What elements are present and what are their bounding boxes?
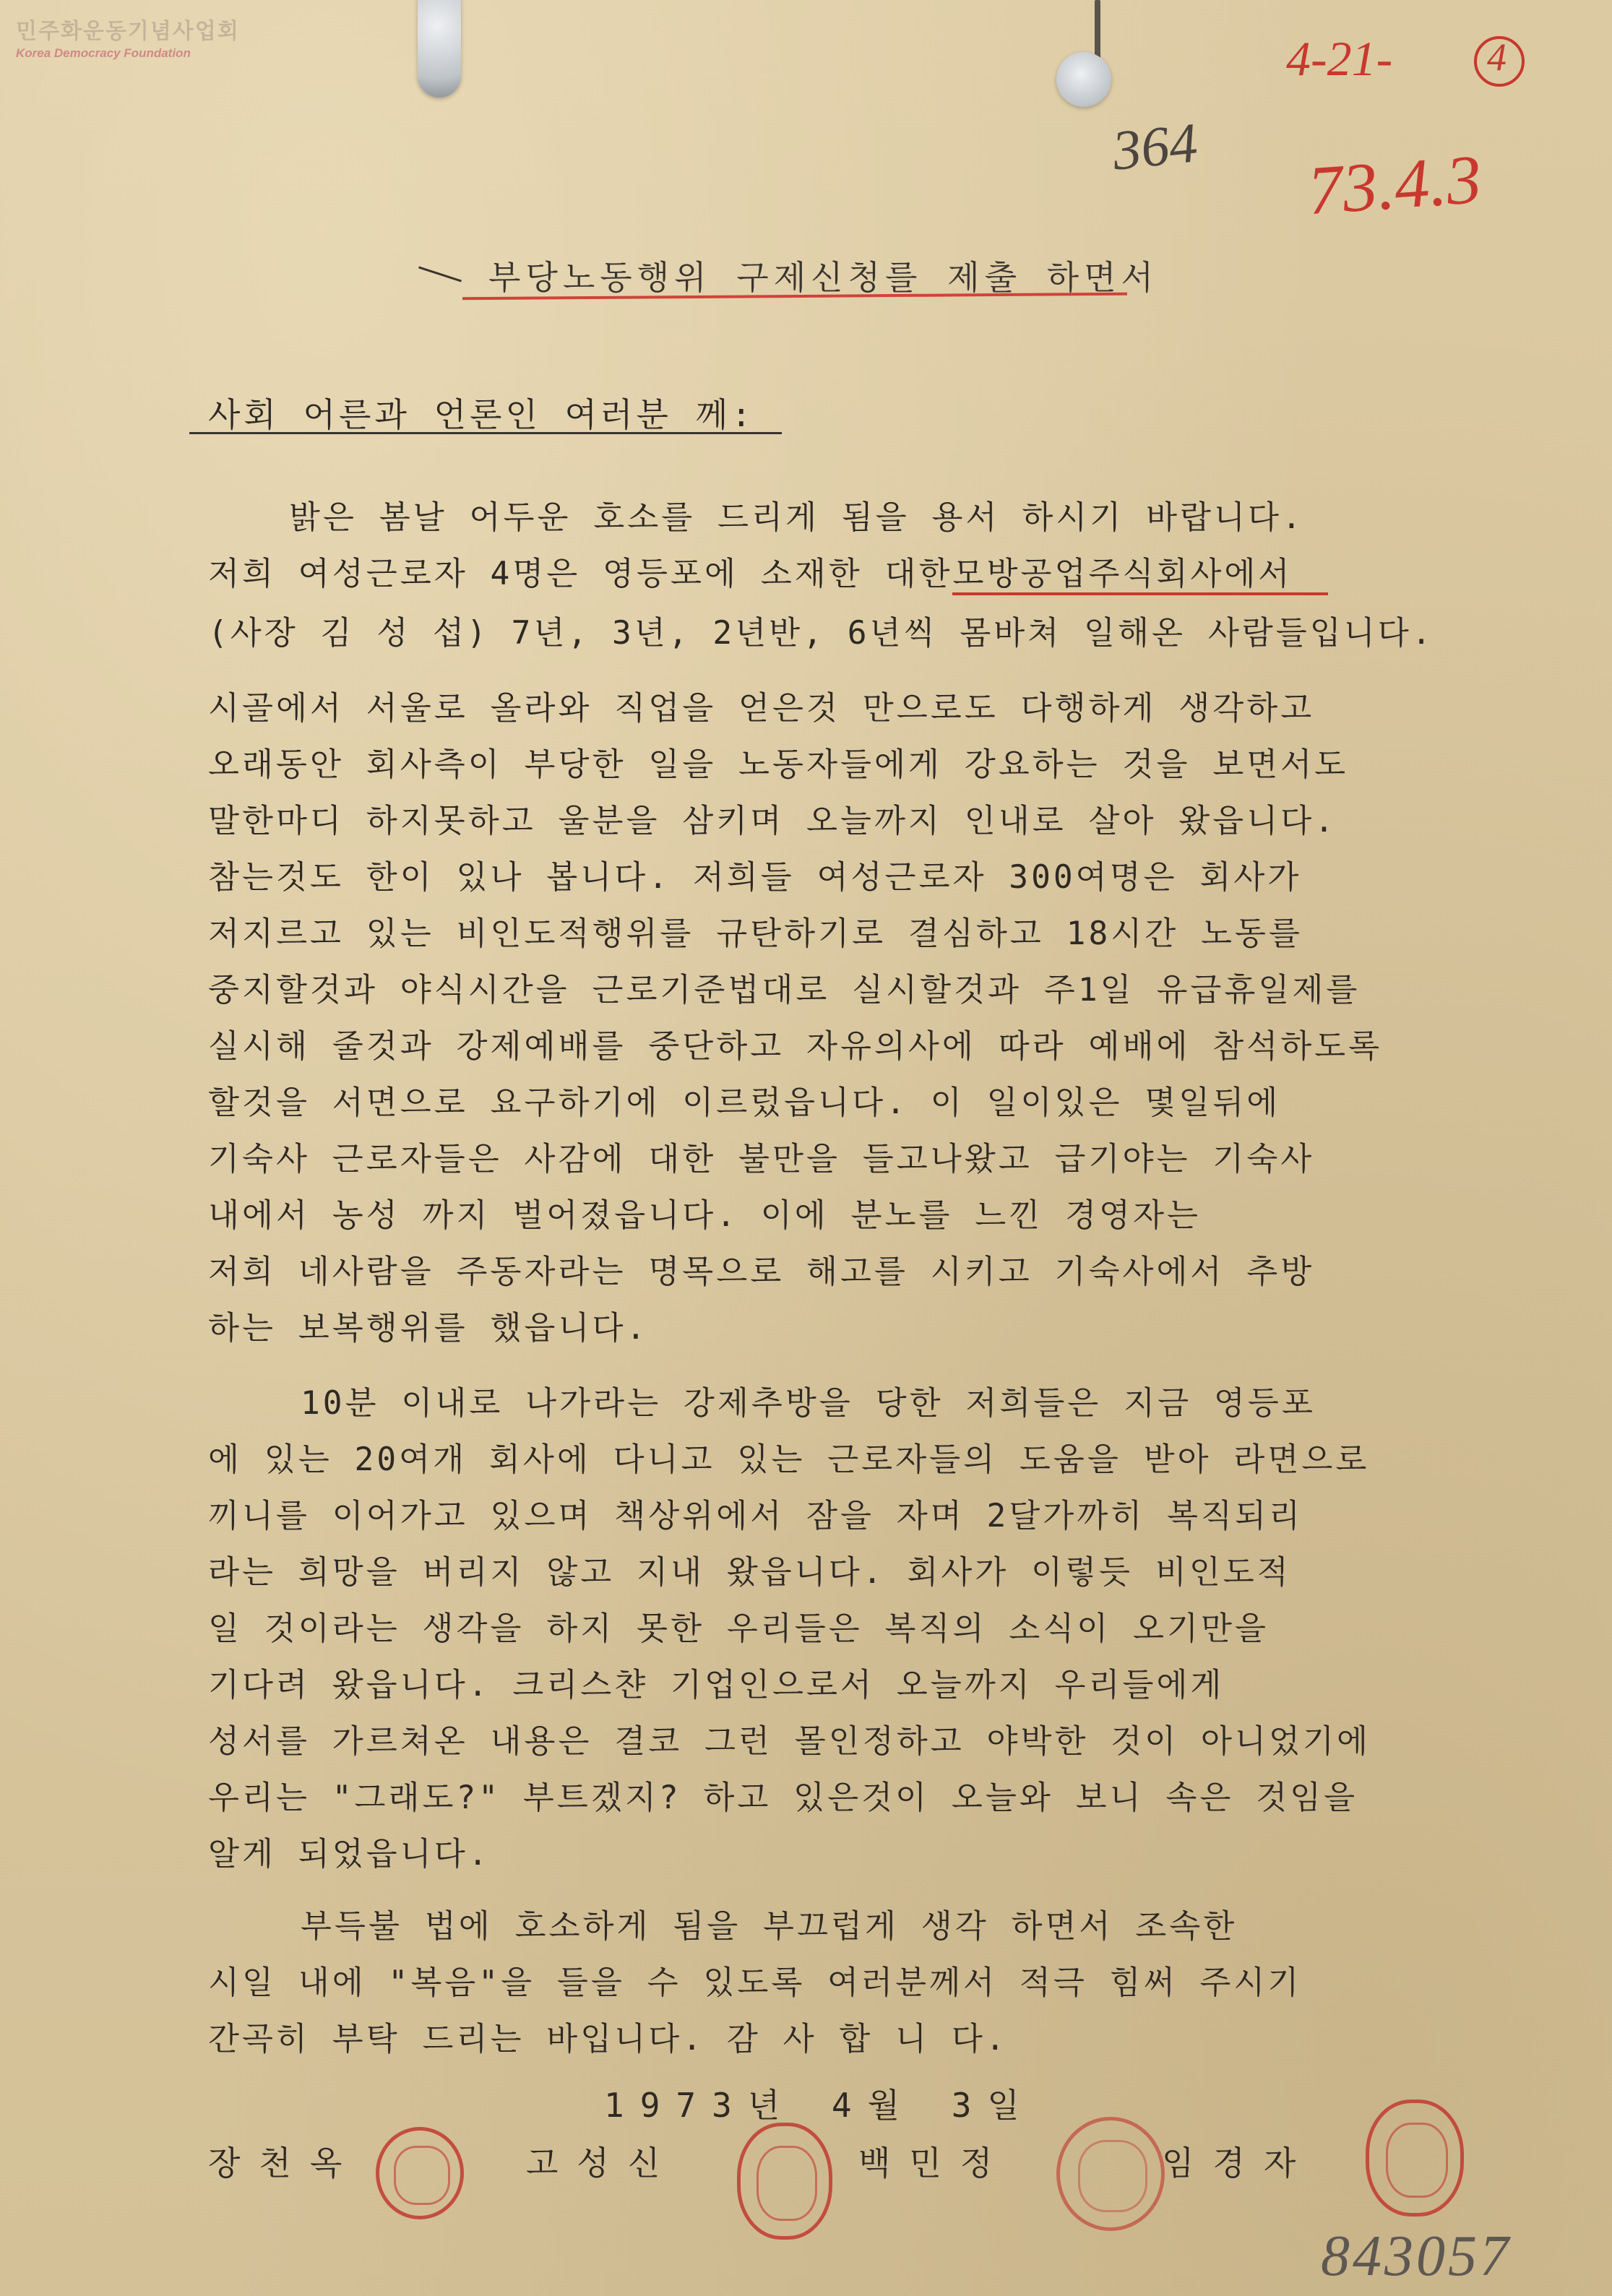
- binder-strip: [1095, 0, 1100, 62]
- signer-name: 백민정: [858, 2144, 1012, 2183]
- body-line: 하는 보복행위를 했읍니다.: [208, 1310, 649, 1347]
- salutation-underline: [189, 432, 782, 434]
- salutation: 사회 어른과 언론인 여러분 께:: [208, 395, 755, 434]
- body-line: 말한마디 하지못하고 울분을 삼키며 오늘까지 인내로 살아 왔읍니다.: [208, 803, 1337, 840]
- archive-number: 843057: [1321, 2224, 1512, 2288]
- signer-name: 고성신: [526, 2144, 679, 2183]
- body-line: 기다려 왔읍니다. 크리스챤 기업인으로서 오늘까지 우리들에게: [208, 1667, 1225, 1704]
- body-line: 할것을 서면으로 요구하기에 이르렀읍니다. 이 일이있은 몇일뒤에: [208, 1084, 1281, 1121]
- body-line: (사장 김 성 섭) 7년, 3년, 2년반, 6년씩 몸바쳐 일해온 사람들입니다.: [208, 615, 1434, 652]
- body-line: 우리는 "그래도?" 부트겠지? 하고 있은것이 오늘와 보니 속은 것임을: [208, 1779, 1358, 1816]
- document-date: 1973년 4월 3일: [604, 2086, 1035, 2125]
- signer-seal: [1056, 2117, 1165, 2231]
- signer-seal: [737, 2123, 832, 2240]
- body-line: 부득불 법에 호소하게 됨을 부끄럽게 생각 하면서 조속한: [301, 1908, 1238, 1945]
- punch-hole-left: [418, 0, 461, 98]
- body-line: 참는것도 한이 있나 봅니다. 저희들 여성근로자 300여명은 회사가: [208, 859, 1302, 896]
- reference-circle: [1474, 36, 1525, 87]
- signer-seal: [1366, 2099, 1464, 2217]
- document-title: 부당노동행위 구제신청를 제출 하면서: [488, 258, 1159, 297]
- body-line: 10분 이내로 나가라는 강제추방을 당한 저희들은 지금 영등포: [301, 1385, 1316, 1422]
- foundation-watermark: [16, 13, 240, 61]
- body-line: 알게 되었읍니다.: [208, 1836, 491, 1873]
- body-line: 실시해 줄것과 강제예배를 중단하고 자유의사에 따라 예배에 참석하도록: [208, 1028, 1383, 1065]
- body-line: 중지할것과 야식시간을 근로기준법대로 실시할것과 주1일 유급휴일제를: [208, 972, 1361, 1009]
- body-line: 저지르고 있는 비인도적행위를 규탄하기로 결심하고 18시간 노동를: [208, 915, 1303, 952]
- body-line: 에 있는 20여개 회사에 다니고 있는 근로자들의 도움을 받아 라면으로: [208, 1441, 1370, 1478]
- reference-code-text: 4-21-: [1286, 31, 1393, 86]
- company-name-underline: [952, 592, 1328, 595]
- signer-seal: [376, 2127, 464, 2219]
- body-line: 저희 여성근로자 4명은 영등포에 소재한 대한모방공업주식회사에서: [208, 556, 1293, 592]
- punch-hole-right: [1056, 52, 1111, 107]
- reference-code: [1286, 30, 1392, 87]
- title-dash: [418, 266, 462, 282]
- body-line: 기숙사 근로자들은 사감에 대한 불만을 들고나왔고 급기야는 기숙사: [208, 1141, 1315, 1178]
- folio-number: 364: [1109, 111, 1201, 182]
- date-mark: 73.4.3: [1305, 139, 1484, 230]
- signer-name: 장천옥: [208, 2144, 361, 2183]
- watermark-english: Korea Democracy Foundation: [16, 46, 191, 60]
- watermark-korean: 민주화운동기념사업회: [16, 19, 240, 44]
- body-line: 라는 희망을 버리지 않고 지내 왔읍니다. 회사가 이렇듯 비인도적: [208, 1554, 1291, 1591]
- body-line: 일 것이라는 생각을 하지 못한 우리들은 복직의 소식이 오기만을: [208, 1610, 1269, 1647]
- body-line: 간곡히 부탁 드리는 바입니다. 감 사 합 니 다.: [208, 2021, 1008, 2058]
- body-line: 저희 네사람을 주동자라는 명목으로 해고를 시키고 기숙사에서 추방: [208, 1253, 1315, 1290]
- body-line: 시골에서 서울로 올라와 직업을 얻은것 만으로도 다행하게 생각하고: [208, 690, 1315, 727]
- reference-circled-number: 4: [1487, 35, 1507, 79]
- signer-name: 임경자: [1162, 2144, 1315, 2183]
- body-line: 시일 내에 "복음"을 들을 수 있도록 여러분께서 적극 힘써 주시기: [208, 1964, 1302, 2001]
- body-line: 끼니를 이어가고 있으며 책상위에서 잠을 자며 2달가까히 복직되리: [208, 1498, 1303, 1535]
- body-line: 오래동안 회사측이 부당한 일을 노동자들에게 강요하는 것을 보면서도: [208, 746, 1349, 783]
- body-line: 밝은 봄날 어두운 호소를 드리게 됨을 용서 하시기 바랍니다.: [289, 499, 1304, 536]
- body-line: 성서를 가르쳐온 내용은 결코 그런 몰인정하고 야박한 것이 아니었기에: [208, 1723, 1371, 1760]
- body-line: 내에서 농성 까지 벌어졌읍니다. 이에 분노를 느낀 경영자는: [208, 1197, 1202, 1234]
